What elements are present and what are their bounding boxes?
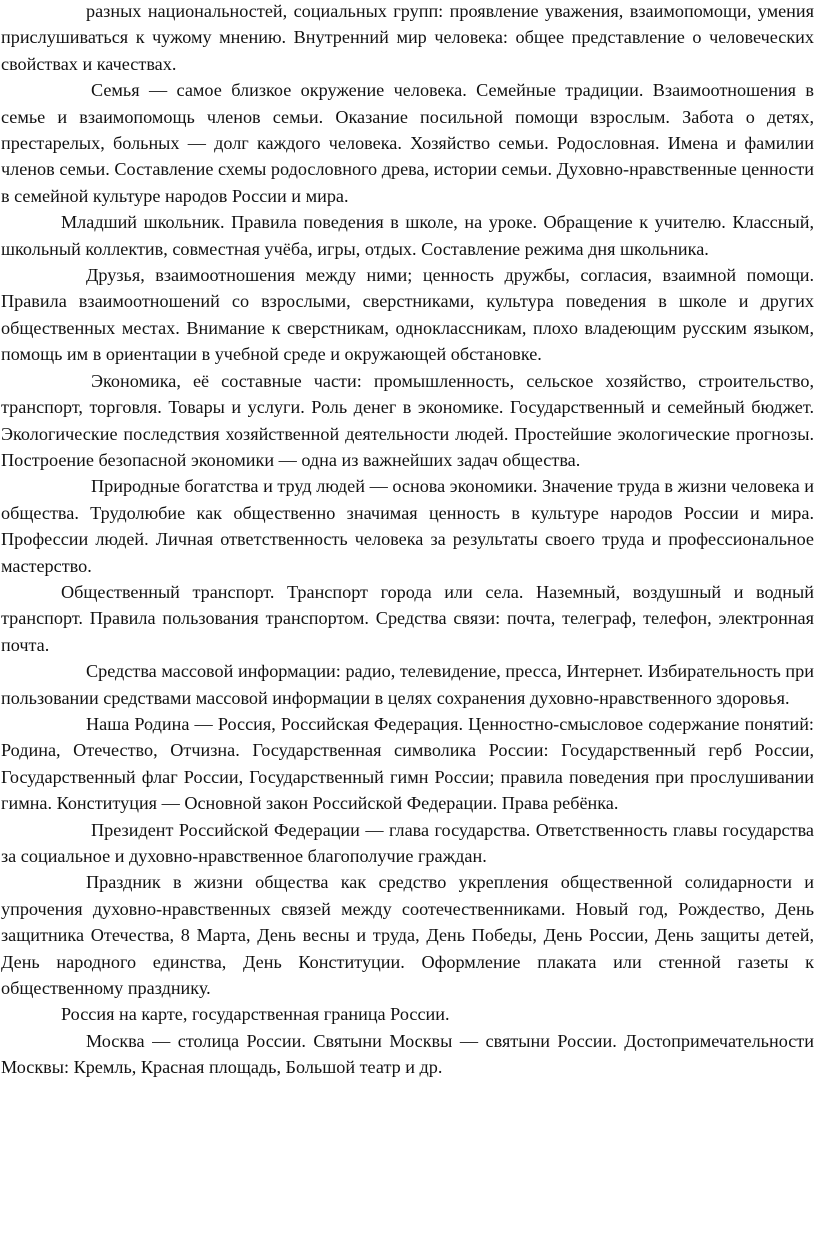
paragraph-president: Президент Российской Федерации — глава государства. Ответственность главы государства за социальное и духовно-нравственное благополучие граждан.	[1, 819, 814, 866]
paragraph-schoolchild: Младший школьник. Правила поведения в школе, на уроке. Обращение к учителю. Классный, школьный коллектив, совместная учёба, игры, отдых. Составление режима дня школьника.	[1, 212, 814, 259]
paragraph-natural-resources: Природные богатства и труд людей — основа экономики. Значение труда в жизни человека и общества. Трудолюбие как общественно значимая ценность в культуре народов России и мира. Профессии людей. Личная ответственность человека за результаты своего труда и профессиональное мастерство.	[1, 476, 814, 576]
paragraph-moscow: Москва — столица России. Святыни Москвы — святыни России. Достопримечательности Москвы: Кремль, Красная площадь, Большой театр и др.	[1, 1030, 814, 1078]
paragraph-holidays: Праздник в жизни общества как средство укрепления общественной солидарности и упрочения духовно-нравственных связей между соотечественниками. Новый год, Рождество, День защитника Отечества, 8 Марта, День весны и труда, День Победы, День России, День защиты детей, День народного единства, День Конституции. Оформление плаката или стенной газеты к общественному празднику.	[1, 872, 814, 999]
paragraph-economy: Экономика, её составные части: промышленность, сельское хозяйство, строительство, транспорт, торговля. Товары и услуги. Роль денег в экономике. Государственный и семейный бюджет. Экологические последствия хозяйственной деятельности людей. Простейшие экологические прогнозы. Построение безопасной экономики — одна из важнейших задач общества.	[1, 370, 814, 470]
paragraph-family: Семья — самое близкое окружение человека. Семейные традиции. Взаимоотношения в семье и взаимопомощь членов семьи. Оказание посильной помощи взрослым. Забота о детях, престарелых, больных — долг каждого человека. Хозяйство семьи. Родословная. Имена и фамилии членов семьи. Составление схемы родословного древа, истории семьи. Духовно-нравственные ценности в семейной культуре народов России и мира.	[1, 80, 814, 206]
paragraph-nationalities: разных национальностей, социальных групп: проявление уважения, взаимопомощи, умения прислушиваться к чужому мнению. Внутренний мир человека: общее представление о человеческих свойствах и качествах.	[1, 1, 814, 74]
paragraph-transport: Общественный транспорт. Транспорт города или села. Наземный, воздушный и водный транспорт. Правила пользования транспортом. Средства связи: почта, телеграф, телефон, электронная почта.	[1, 581, 814, 655]
paragraph-russia-map: Россия на карте, государственная граница России.	[61, 1004, 450, 1025]
paragraph-motherland: Наша Родина — Россия, Российская Федерация. Ценностно-смысловое содержание понятий: Родина, Отечество, Отчизна. Государственная символика России: Государственный герб России, Государственный флаг России, Государственный гимн России; правила поведения при прослушивании гимна. Конституция — Основной закон Российской Федерации. Права ребёнка.	[1, 713, 814, 814]
paragraph-mass-media: Средства массовой информации: радио, телевидение, пресса, Интернет. Избирательность при пользовании средствами массовой информации в целях сохранения духовно-нравственного здоровья.	[1, 661, 814, 708]
paragraph-friends: Друзья, взаимоотношения между ними; ценность дружбы, согласия, взаимной помощи. Правила взаимоотношений со взрослыми, сверстниками, культура поведения в школе и других общественных местах. Внимание к сверстникам, одноклассникам, плохо владеющим русским языком, помощь им в ориентации в учебной среде и окружающей обстановке.	[1, 265, 814, 365]
